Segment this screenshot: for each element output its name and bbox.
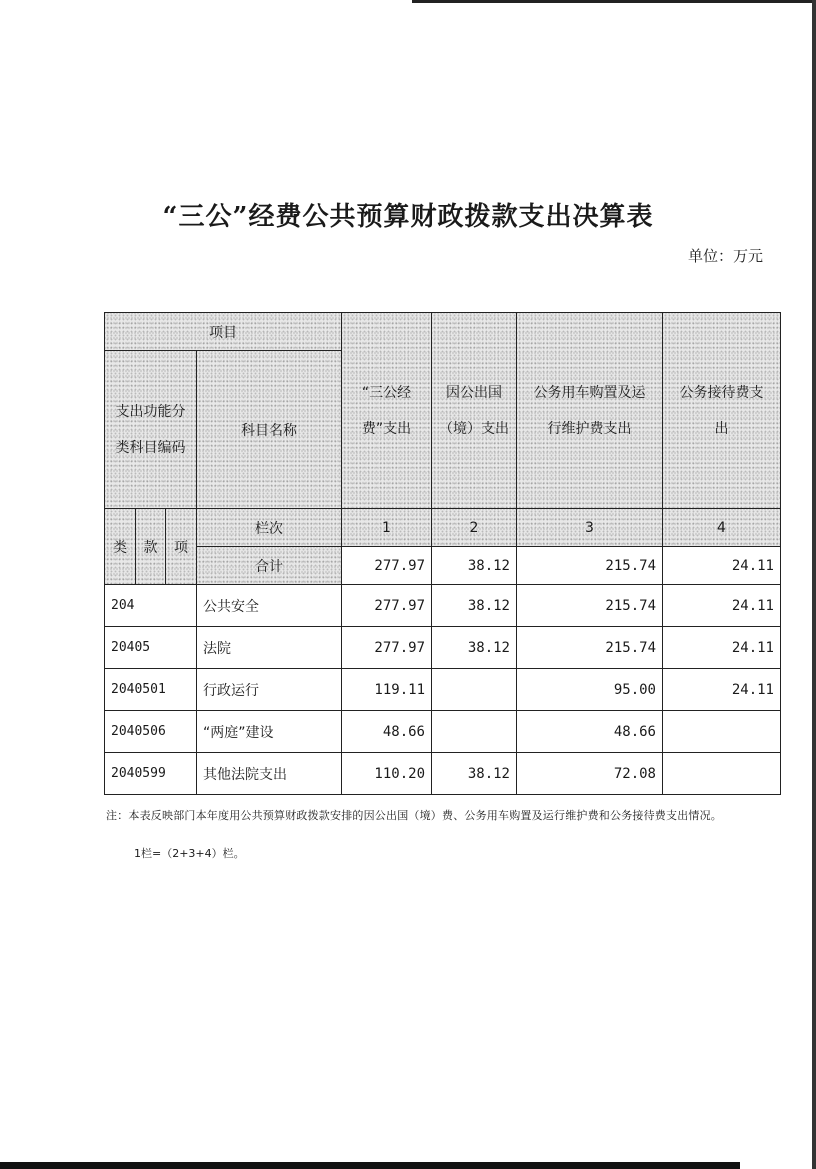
row-c3: 215.74 <box>517 585 663 627</box>
col-number-3: 3 <box>517 509 663 547</box>
row-name: 行政运行 <box>197 669 342 711</box>
header-col2 <box>432 313 517 509</box>
unit-label: 单位：万元 <box>688 247 764 265</box>
row-c1: 277.97 <box>342 585 432 627</box>
row-c3: 95.00 <box>517 669 663 711</box>
table-note: 注：本表反映部门本年度用公共预算财政拨款安排的因公出国（境）费、公务用车购置及运行维护费和公务接待费支出情况。 <box>106 809 722 822</box>
row-c4: 24.11 <box>663 585 781 627</box>
row-c3: 48.66 <box>517 711 663 753</box>
header-name-col: 科目名称 <box>197 351 342 509</box>
header-col2-line2: （境）支出 <box>439 420 509 437</box>
header-col1 <box>342 313 432 509</box>
scan-edge-bottom <box>0 1162 740 1169</box>
row-c4 <box>663 753 781 795</box>
header-col2-line1: 因公出国 <box>446 384 502 401</box>
row-c1: 48.66 <box>342 711 432 753</box>
header-col3-line1: 公务用车购置及运 <box>533 384 646 401</box>
total-c2: 38.12 <box>432 547 517 585</box>
row-c2: 38.12 <box>432 585 517 627</box>
total-c3: 215.74 <box>517 547 663 585</box>
row-code: 2040501 <box>105 669 197 711</box>
column-formula: 1栏=（2+3+4）栏。 <box>134 847 245 860</box>
col-number-1: 1 <box>342 509 432 547</box>
page-title: “三公”经费公共预算财政拨款支出决算表 <box>162 202 654 232</box>
scan-edge-right <box>812 0 816 1169</box>
expenditure-table <box>104 312 781 795</box>
col-number-2: 2 <box>432 509 517 547</box>
header-col3-line2: 行维护费支出 <box>547 420 632 437</box>
total-c1: 277.97 <box>342 547 432 585</box>
row-c3: 72.08 <box>517 753 663 795</box>
header-lei: 类 <box>105 509 136 585</box>
row-code: 2040506 <box>105 711 197 753</box>
row-c1: 119.11 <box>342 669 432 711</box>
row-code: 2040599 <box>105 753 197 795</box>
header-col1-line1: “三公经 <box>361 384 412 401</box>
row-c2 <box>432 711 517 753</box>
table-row <box>105 753 781 795</box>
total-row <box>105 547 781 585</box>
row-c3: 215.74 <box>517 627 663 669</box>
row-c1: 110.20 <box>342 753 432 795</box>
row-c2: 38.12 <box>432 753 517 795</box>
header-code-group <box>105 351 197 509</box>
header-kuan: 款 <box>136 509 166 585</box>
row-code: 20405 <box>105 627 197 669</box>
header-lanci: 栏次 <box>197 509 342 547</box>
row-name: “两庭”建设 <box>197 711 342 753</box>
row-name: 其他法院支出 <box>197 753 342 795</box>
header-code-line2: 类科目编码 <box>115 439 186 456</box>
row-c4: 24.11 <box>663 627 781 669</box>
total-label: 合计 <box>197 547 342 585</box>
header-col4-line2: 出 <box>714 420 729 437</box>
row-c4 <box>663 711 781 753</box>
header-code-line1: 支出功能分 <box>115 403 186 420</box>
table-row <box>105 669 781 711</box>
row-c1: 277.97 <box>342 627 432 669</box>
header-col4 <box>663 313 781 509</box>
table-row <box>105 711 781 753</box>
header-xiang: 项 <box>166 509 197 585</box>
header-col1-line2: 费”支出 <box>361 420 412 437</box>
scan-edge-top <box>412 0 816 3</box>
table-row <box>105 627 781 669</box>
row-name: 法院 <box>197 627 342 669</box>
row-c2: 38.12 <box>432 627 517 669</box>
table-row <box>105 585 781 627</box>
row-code: 204 <box>105 585 197 627</box>
col-number-4: 4 <box>663 509 781 547</box>
total-c4: 24.11 <box>663 547 781 585</box>
row-c4: 24.11 <box>663 669 781 711</box>
header-col4-line1: 公务接待费支 <box>679 384 764 401</box>
row-c2 <box>432 669 517 711</box>
header-project: 项目 <box>105 313 342 351</box>
header-col3 <box>517 313 663 509</box>
row-name: 公共安全 <box>197 585 342 627</box>
